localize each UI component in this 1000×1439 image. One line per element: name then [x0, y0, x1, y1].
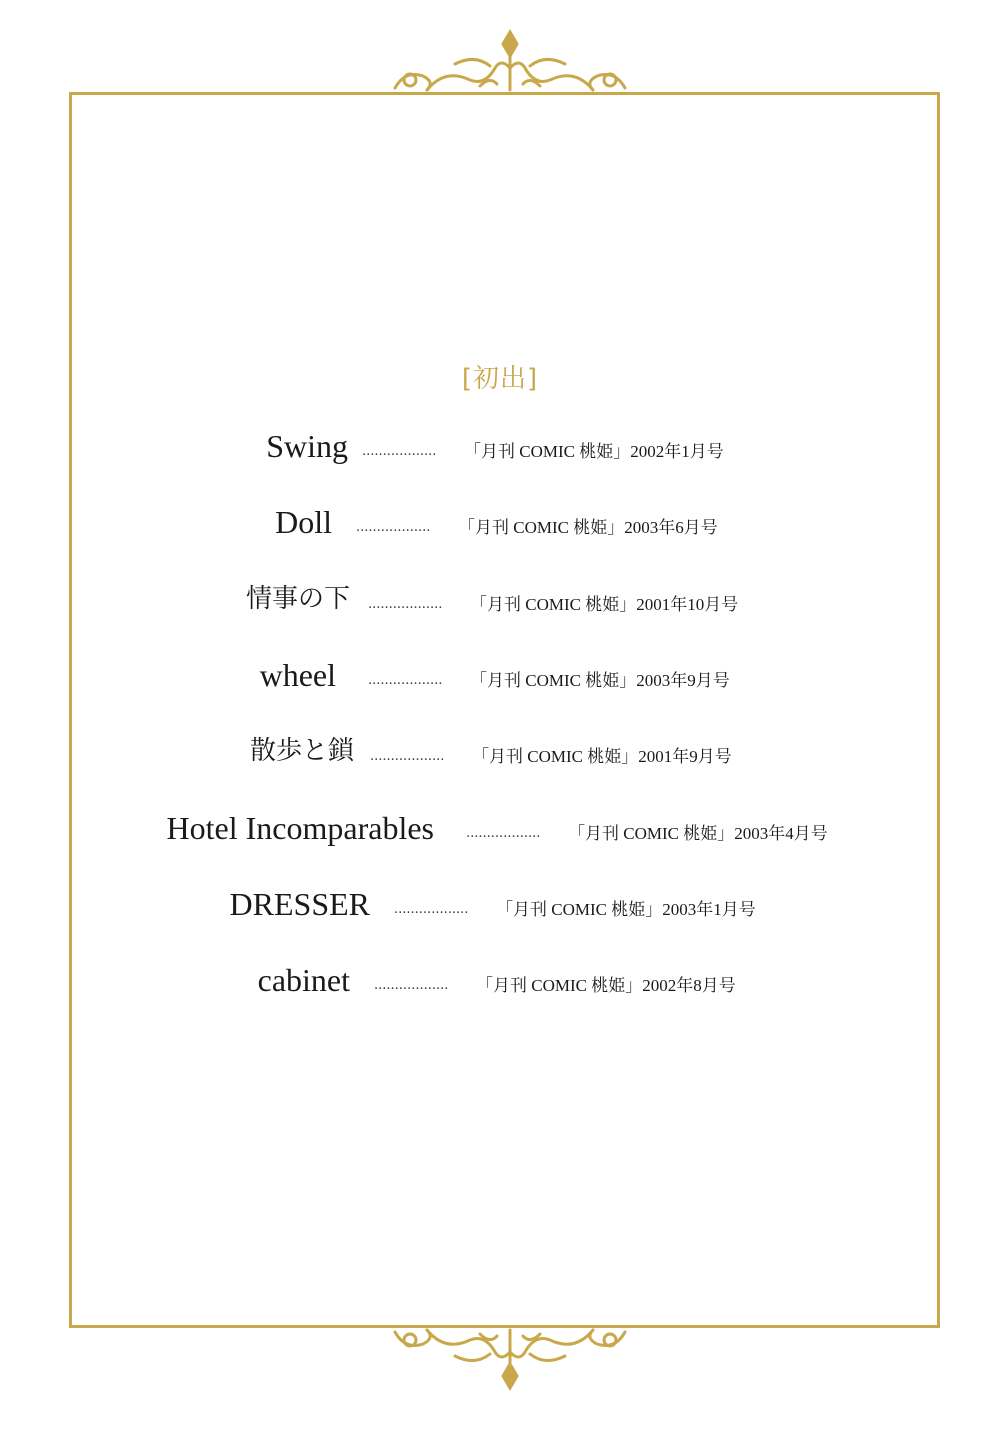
list-item — [0, 655, 1000, 695]
entry-title: Doll — [275, 504, 332, 540]
entry-title: Hotel Incomparables — [166, 810, 434, 846]
entry-source: 「月刊 COMIC 桃姫」2001年9月号 — [472, 747, 732, 766]
leader-dots: .................. — [356, 520, 431, 535]
leader-dots: .................. — [370, 749, 445, 764]
list-item — [0, 502, 1000, 542]
entry-title: Swing — [266, 428, 348, 464]
leader-dots: .................. — [362, 444, 437, 459]
list-item — [0, 808, 1000, 848]
leader-dots: .................. — [394, 902, 469, 917]
entry-source: 「月刊 COMIC 桃姫」2003年6月号 — [458, 518, 718, 537]
entry-title: 散歩と鎖 — [249, 736, 354, 765]
entry-source: 「月刊 COMIC 桃姫」2001年10月号 — [470, 595, 739, 614]
entry-source: 「月刊 COMIC 桃姫」2003年4月号 — [568, 824, 828, 843]
leader-dots: .................. — [466, 826, 541, 841]
entry-source: 「月刊 COMIC 桃姫」2002年1月号 — [464, 442, 724, 461]
list-item — [0, 426, 1000, 466]
list-item — [0, 960, 1000, 1000]
list-item — [0, 579, 1000, 619]
list-item — [0, 731, 1000, 771]
entry-title: cabinet — [257, 962, 350, 998]
gold-frame-border — [69, 92, 940, 1328]
top-ornament-icon — [385, 28, 635, 98]
section-heading: [初出] — [461, 364, 539, 394]
entry-source: 「月刊 COMIC 桃姫」2002年8月号 — [476, 976, 736, 995]
list-item — [0, 884, 1000, 924]
leader-dots: .................. — [374, 978, 449, 993]
bottom-ornament-icon — [385, 1322, 635, 1392]
entry-title: 情事の下 — [245, 584, 350, 613]
leader-dots: .................. — [368, 673, 443, 688]
entry-title: DRESSER — [229, 886, 370, 922]
entry-title: wheel — [259, 657, 336, 693]
entry-source: 「月刊 COMIC 桃姫」2003年9月号 — [470, 671, 730, 690]
leader-dots: .................. — [368, 597, 443, 612]
entry-source: 「月刊 COMIC 桃姫」2003年1月号 — [496, 900, 756, 919]
